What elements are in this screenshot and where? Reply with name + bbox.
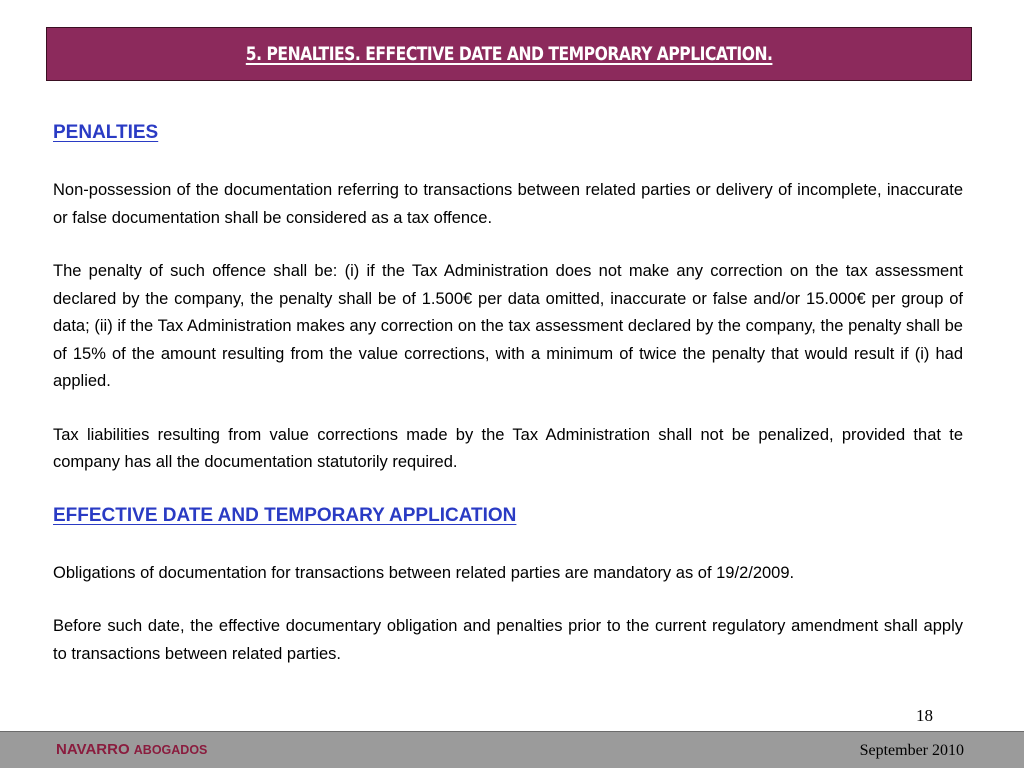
brand-logo: [56, 741, 207, 758]
footer-date: September 2010: [859, 742, 964, 759]
section-heading-effective-date: EFFECTIVE DATE AND TEMPORARY APPLICATION: [53, 504, 517, 526]
section-heading-penalties: PENALTIES: [53, 122, 159, 143]
paragraph: Obligations of documentation for transactions between related parties are mandatory as of 19/2/2009.: [53, 563, 795, 582]
title-bar: [46, 27, 972, 81]
paragraph: Non-possession of the documentation referring to transactions between related parties or delivery of incomplete, inaccurate or false documentation shall be considered as a tax offence.: [53, 181, 963, 227]
brand-main: NAVARRO: [56, 741, 130, 758]
footer-bar: [0, 731, 1024, 768]
paragraph: The penalty of such offence shall be: (i) if the Tax Administration does not make any correction on the tax assessment declared by the company, the penalty shall be of 1.500€ per data omitted, inaccurate or false and/or 15.000€ per group of data; (ii) if the Tax Administration makes any correction on the tax assessment declared by the company, the penalty shall be of 15% of the amount resulting from the value corrections, with a minimum of twice the penalty that would result if (i) had applied.: [53, 262, 963, 390]
slide-title: 5. PENALTIES. EFFECTIVE DATE AND TEMPORARY APPLICATION.: [245, 43, 773, 65]
brand-sub: ABOGADOS: [133, 743, 208, 757]
paragraph: Tax liabilities resulting from value corrections made by the Tax Administration shall not be penalized, provided that te company has all the documentation statutorily required.: [53, 425, 963, 471]
page-number: 18: [916, 706, 933, 725]
paragraph: Before such date, the effective documentary obligation and penalties prior to the current regulatory amendment shall apply to transactions between related parties.: [53, 617, 963, 663]
content-area: [53, 116, 963, 668]
